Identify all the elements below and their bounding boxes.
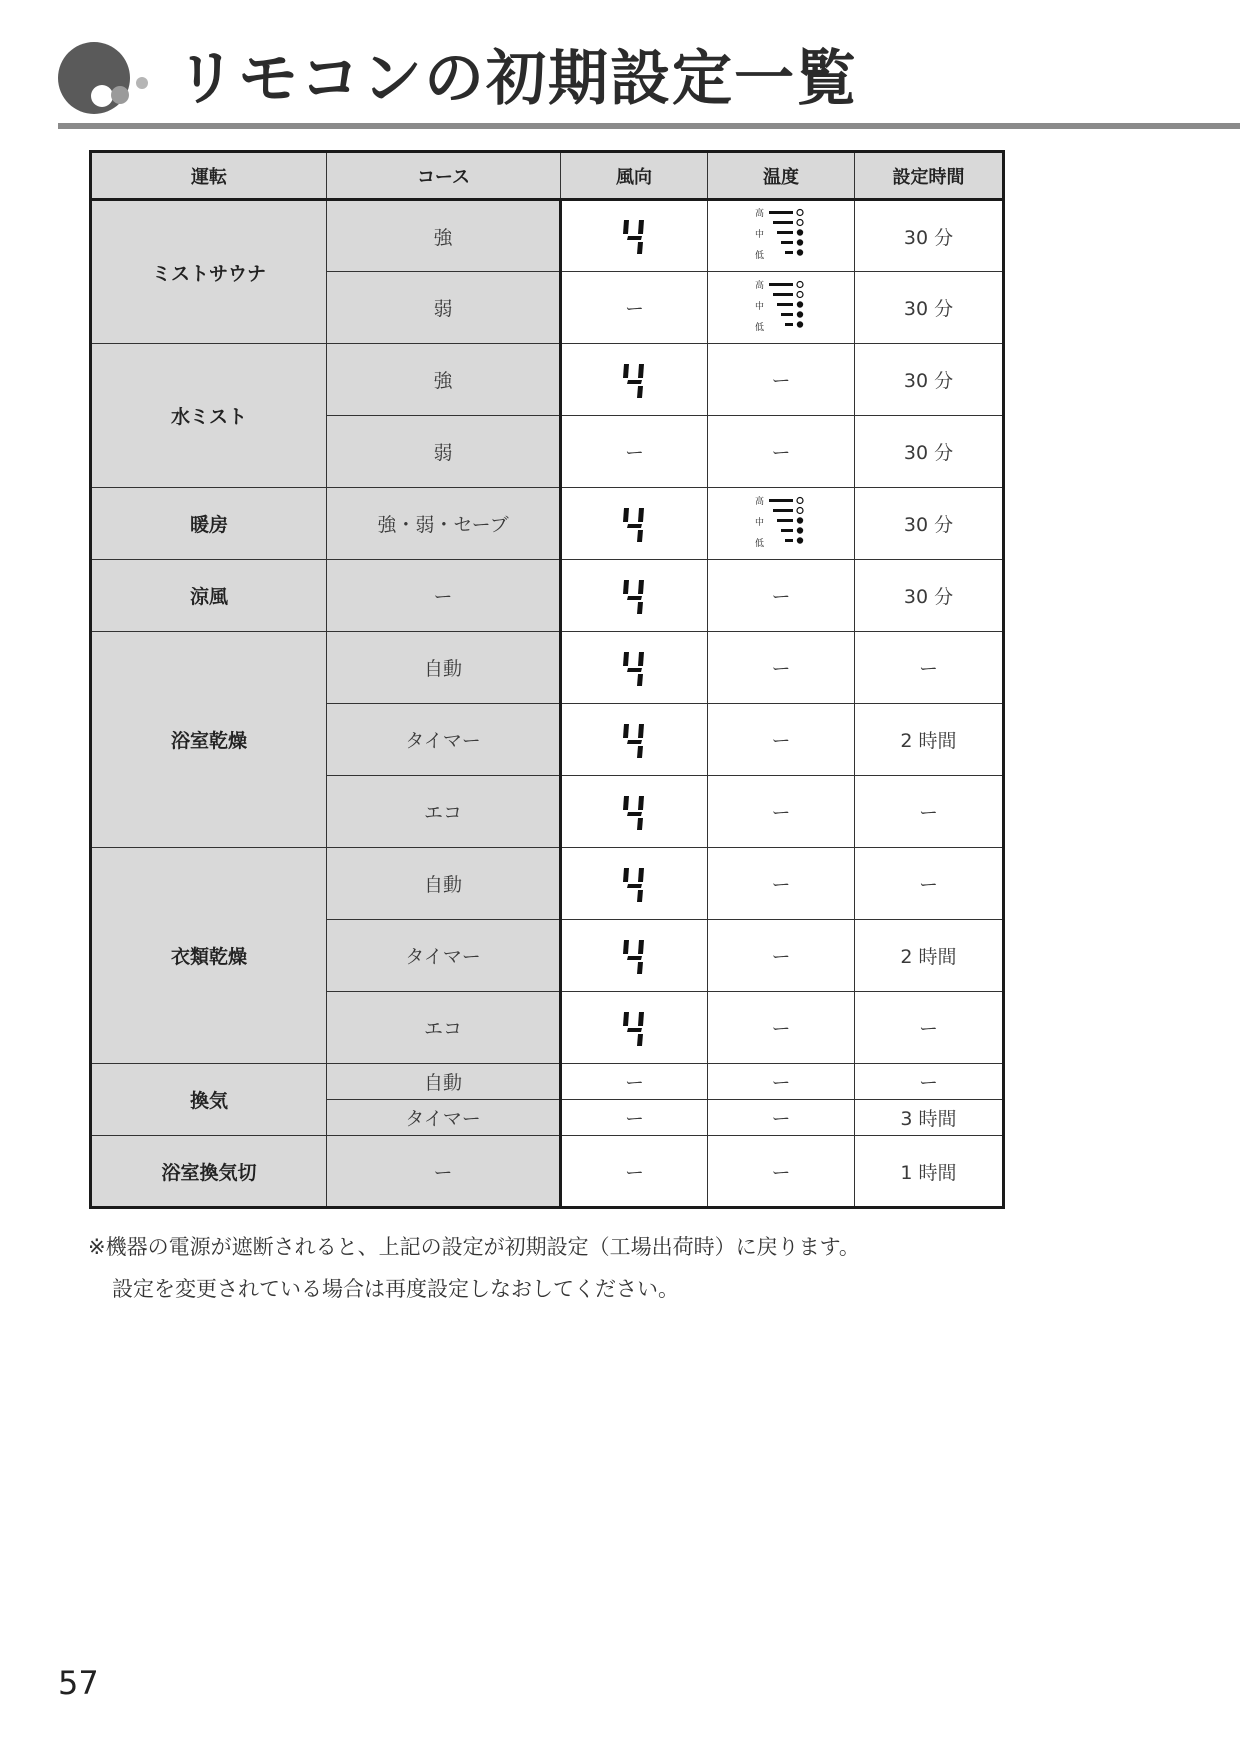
operation-cell: 浴室乾燥 xyxy=(91,632,327,848)
time-cell: 30 分 xyxy=(855,272,1004,344)
time-cell: 2 時間 xyxy=(855,704,1004,776)
wind-cell xyxy=(561,632,708,704)
course-cell: 弱 xyxy=(327,272,561,344)
table-row xyxy=(91,1136,1004,1208)
time-cell: 3 時間 xyxy=(855,1100,1004,1136)
wind-cell xyxy=(561,920,708,992)
footnote xyxy=(88,1226,860,1310)
operation-cell: 衣類乾燥 xyxy=(91,848,327,1064)
swing-icon xyxy=(620,720,650,760)
time-cell: 30 分 xyxy=(855,416,1004,488)
temp-cell xyxy=(708,272,855,344)
wind-cell xyxy=(561,488,708,560)
temp-cell xyxy=(708,200,855,272)
time-cell: ー xyxy=(855,1064,1004,1100)
wind-cell: ー xyxy=(561,1064,708,1100)
course-cell: タイマー xyxy=(327,704,561,776)
course-cell: 強・弱・セーブ xyxy=(327,488,561,560)
swing-icon xyxy=(620,648,650,688)
swing-icon xyxy=(620,1008,650,1048)
swing-icon xyxy=(620,216,650,256)
temp-level-high-icon xyxy=(754,278,808,338)
page-title: リモコンの初期設定一覧 xyxy=(176,44,858,114)
course-cell: エコ xyxy=(327,992,561,1064)
time-cell: ー xyxy=(855,848,1004,920)
table-row xyxy=(91,1064,1004,1100)
swing-icon xyxy=(620,504,650,544)
operation-cell: 暖房 xyxy=(91,488,327,560)
operation-cell: ミストサウナ xyxy=(91,200,327,344)
temp-level-high-icon xyxy=(754,494,808,554)
page-number: 57 xyxy=(58,1664,99,1702)
title-underline xyxy=(58,123,1240,129)
time-cell: ー xyxy=(855,992,1004,1064)
temp-cell: ー xyxy=(708,344,855,416)
swing-icon xyxy=(620,576,650,616)
temp-cell: ー xyxy=(708,704,855,776)
table-row xyxy=(91,848,1004,920)
operation-cell: 涼風 xyxy=(91,560,327,632)
temp-cell: ー xyxy=(708,1100,855,1136)
temp-cell: ー xyxy=(708,992,855,1064)
temp-cell: ー xyxy=(708,560,855,632)
page-header xyxy=(58,38,1240,130)
wind-cell xyxy=(561,560,708,632)
swing-icon xyxy=(620,864,650,904)
temp-cell: ー xyxy=(708,1136,855,1208)
temp-cell xyxy=(708,488,855,560)
course-cell: 自動 xyxy=(327,632,561,704)
wind-cell: ー xyxy=(561,416,708,488)
header-course: コース xyxy=(327,152,561,200)
time-cell: 30 分 xyxy=(855,488,1004,560)
temp-level-high-icon xyxy=(754,206,808,266)
course-cell: ー xyxy=(327,1136,561,1208)
swing-icon xyxy=(620,360,650,400)
operation-cell: 浴室換気切 xyxy=(91,1136,327,1208)
time-cell: 30 分 xyxy=(855,344,1004,416)
table-row xyxy=(91,200,1004,272)
operation-cell: 換気 xyxy=(91,1064,327,1136)
wind-cell xyxy=(561,344,708,416)
course-cell: 自動 xyxy=(327,1064,561,1100)
wind-cell xyxy=(561,200,708,272)
wind-cell xyxy=(561,776,708,848)
course-cell: 弱 xyxy=(327,416,561,488)
wind-cell: ー xyxy=(561,1136,708,1208)
wind-cell xyxy=(561,992,708,1064)
header-set-time: 設定時間 xyxy=(855,152,1004,200)
course-cell: タイマー xyxy=(327,1100,561,1136)
initial-settings-table xyxy=(89,150,1005,1209)
time-cell: 2 時間 xyxy=(855,920,1004,992)
table-row xyxy=(91,344,1004,416)
time-cell: ー xyxy=(855,776,1004,848)
table-row xyxy=(91,488,1004,560)
bubble-logo-icon xyxy=(58,38,170,118)
wind-cell: ー xyxy=(561,1100,708,1136)
table-row xyxy=(91,632,1004,704)
course-cell: 強 xyxy=(327,344,561,416)
course-cell: エコ xyxy=(327,776,561,848)
header-operation: 運転 xyxy=(91,152,327,200)
temp-cell: ー xyxy=(708,632,855,704)
table-row xyxy=(91,560,1004,632)
time-cell: 30 分 xyxy=(855,200,1004,272)
swing-icon xyxy=(620,936,650,976)
temp-cell: ー xyxy=(708,776,855,848)
course-cell: 強 xyxy=(327,200,561,272)
time-cell: ー xyxy=(855,632,1004,704)
wind-cell xyxy=(561,848,708,920)
table-header-row xyxy=(91,152,1004,200)
course-cell: タイマー xyxy=(327,920,561,992)
header-wind-direction: 風向 xyxy=(561,152,708,200)
course-cell: ー xyxy=(327,560,561,632)
wind-cell xyxy=(561,704,708,776)
header-temperature: 温度 xyxy=(708,152,855,200)
time-cell: 1 時間 xyxy=(855,1136,1004,1208)
swing-icon xyxy=(620,792,650,832)
temp-cell: ー xyxy=(708,848,855,920)
temp-cell: ー xyxy=(708,1064,855,1100)
footnote-line-2: 設定を変更されている場合は再度設定しなおしてください。 xyxy=(112,1277,679,1301)
wind-cell: ー xyxy=(561,272,708,344)
time-cell: 30 分 xyxy=(855,560,1004,632)
temp-cell: ー xyxy=(708,920,855,992)
course-cell: 自動 xyxy=(327,848,561,920)
operation-cell: 水ミスト xyxy=(91,344,327,488)
temp-cell: ー xyxy=(708,416,855,488)
footnote-line-1: ※機器の電源が遮断されると、上記の設定が初期設定（工場出荷時）に戻ります。 xyxy=(88,1235,860,1259)
